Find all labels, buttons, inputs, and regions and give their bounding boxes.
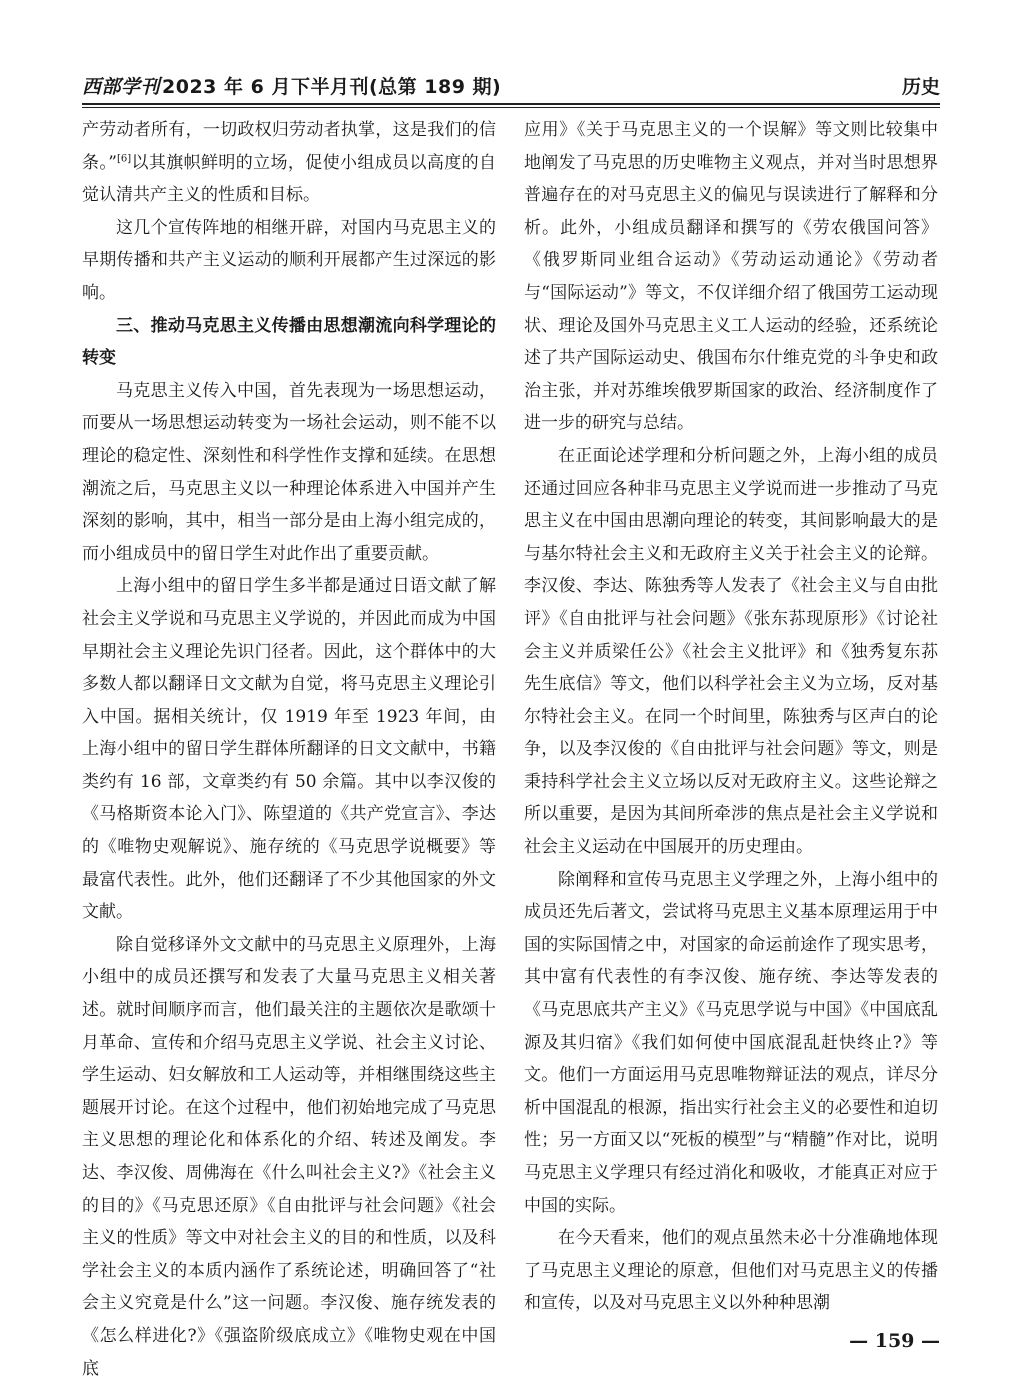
paragraph (524, 440, 938, 864)
running-header (82, 60, 940, 102)
right-column (524, 114, 938, 1320)
paragraph-text: 除阐释和宣传马克思主义学理之外，上海小组中的成员还先后著文，尝试将马克思主义基本原理运用于中国的实际国情之中，对国家的命运前途作了现实思考，其中富有代表性的有李汉俊、施存统、李达等发表的《马克思底共产主义》《马克思学说与中国》《中国底乱源及其归宿》《我们如何使中国底混乱赶快终止?》等文。他们一方面运用马克思唯物辩证法的观点，详尽分析中国混乱的根源，指出实行社会主义的必要性和迫切性；另一方面又以“死板的模型”与“精髓”作对比，说明马克思主义学理只有经过消化和吸收，才能真正对应于中国的实际。 (524, 869, 938, 1216)
paragraph-text: 在正面论述学理和分析问题之外，上海小组的成员还通过回应各种非马克思主义学说而进一步推动了马克思主义在中国由思潮向理论的转变，其间影响最大的是与基尔特社会主义和无政府主义关于社会主义的论辩。李汉俊、李达、陈独秀等人发表了《社会主义与自由批评》《自由批评与社会问题》《张东荪现原形》《讨论社会主义并质梁任公》《社会主义批评》和《独秀复东荪先生底信》等文，他们以科学社会主义为立场，反对基尔特社会主义。在同一个时间里，陈独秀与区声白的论争，以及李汉俊的《自由批评与社会问题》等文，则是秉持科学社会主义立场以反对无政府主义。这些论辩之所以重要，是因为其间所牵涉的焦点是社会主义学说和社会主义运动在中国展开的历史理由。 (524, 445, 938, 858)
citation-ref: [6] (116, 152, 132, 164)
header-rule-thin (82, 107, 940, 108)
journal-logo: 西部学刊 (82, 76, 161, 98)
paragraph-text: 三、推动马克思主义传播由思想潮流向科学理论的转变 (82, 315, 496, 369)
paragraph-text: 上海小组中的留日学生多半都是通过日语文献了解社会主义学说和马克思主义学说的，并因此而成为中国早期社会主义理论先识门径者。因此，这个群体中的大多数人都以翻译日文文献为自觉，将马克思主义理论引入中国。据相关统计，仅 1919 年至 1923 年间，由上海小组中的留日学生群体所翻译的日文文献中，书籍类约有 16 部，文章类约有 50 余篇。其中以李汉俊的《马格斯资本论入门》、陈望道的《共产党宣言》、李达的《唯物史观解说》、施存统的《马克思学说概要》等最富代表性。此外，他们还翻译了不少其他国家的外文文献。 (82, 576, 496, 923)
paragraph-text: 这几个宣传阵地的相继开辟，对国内马克思主义的早期传播和共产主义运动的顺利开展都产生过深远的影响。 (82, 217, 496, 303)
paragraph-text: 马克思主义传入中国，首先表现为一场思想运动，而要从一场思想运动转变为一场社会运动，则不能不以理论的稳定性、深刻性和科学性作支撑和延续。在思想潮流之后，马克思主义以一种理论体系进入中国并产生深刻的影响，其中，相当一部分是由上海小组完成的，而小组成员中的留日学生对此作出了重要贡献。 (82, 380, 496, 564)
paragraph (524, 1222, 938, 1320)
paragraph-text: 在今天看来，他们的观点虽然未必十分准确地体现了马克思主义理论的原意，但他们对马克思主义的传播和宣传，以及对马克思主义以外种种思潮 (524, 1228, 938, 1314)
section-heading (82, 310, 496, 375)
paragraph (524, 114, 938, 440)
page-number: — 159 — (849, 1330, 940, 1352)
paragraph (82, 929, 496, 1385)
paragraph (82, 114, 496, 212)
paragraph (82, 375, 496, 571)
left-column (82, 114, 496, 1385)
paragraph (524, 864, 938, 1223)
paragraph (82, 212, 496, 310)
header-rule (82, 103, 940, 105)
paragraph (82, 570, 496, 929)
paragraph-text: 产劳动者所有，一切政权归劳动者执掌，这是我们的信条。” (82, 120, 496, 173)
section-label: 历史 (901, 76, 940, 98)
journal-title (82, 72, 501, 99)
paragraph-text: 除自觉移译外文文献中的马克思主义原理外，上海小组中的成员还撰写和发表了大量马克思主义相关著述。就时间顺序而言，他们最关注的主题依次是歌颂十月革命、宣传和介绍马克思主义学说、社会主义讨论、学生运动、妇女解放和工人运动等，并相继围绕这些主题展开讨论。在这个过程中，他们初始地完成了马克思主义思想的理论化和体系化的介绍、转述及阐发。李达、李汉俊、周佛海在《什么叫社会主义?》《社会主义的目的》《马克思还原》《自由批评与社会问题》《社会主义的性质》等文中对社会主义的目的和性质，以及科学社会主义的本质内涵作了系统论述，明确回答了“社会主义究竟是什么”这一问题。李汉俊、施存统发表的《怎么样进化?》《强盗阶级底成立》《唯物史观在中国底 (82, 934, 496, 1379)
paragraph-text: 应用》《关于马克思主义的一个误解》等文则比较集中地阐发了马克思的历史唯物主义观点，并对当时思想界普遍存在的对马克思主义的偏见与误读进行了解释和分析。此外，小组成员翻译和撰写的《劳农俄国问答》《俄罗斯同业组合运动》《劳动运动通论》《劳动者与“国际运动”》等文，不仅详细介绍了俄国劳工运动现状、理论及国外马克思主义工人运动的经验，还系统论述了共产国际运动史、俄国布尔什维克党的斗争史和政治主张，并对苏维埃俄罗斯国家的政治、经济制度作了进一步的研究与总结。 (524, 120, 938, 434)
paragraph-text-tail: 以其旗帜鲜明的立场，促使小组成员以高度的自觉认清共产主义的性质和目标。 (82, 152, 496, 206)
issue-info: 2023 年 6 月下半月刊(总第 189 期) (162, 76, 502, 98)
